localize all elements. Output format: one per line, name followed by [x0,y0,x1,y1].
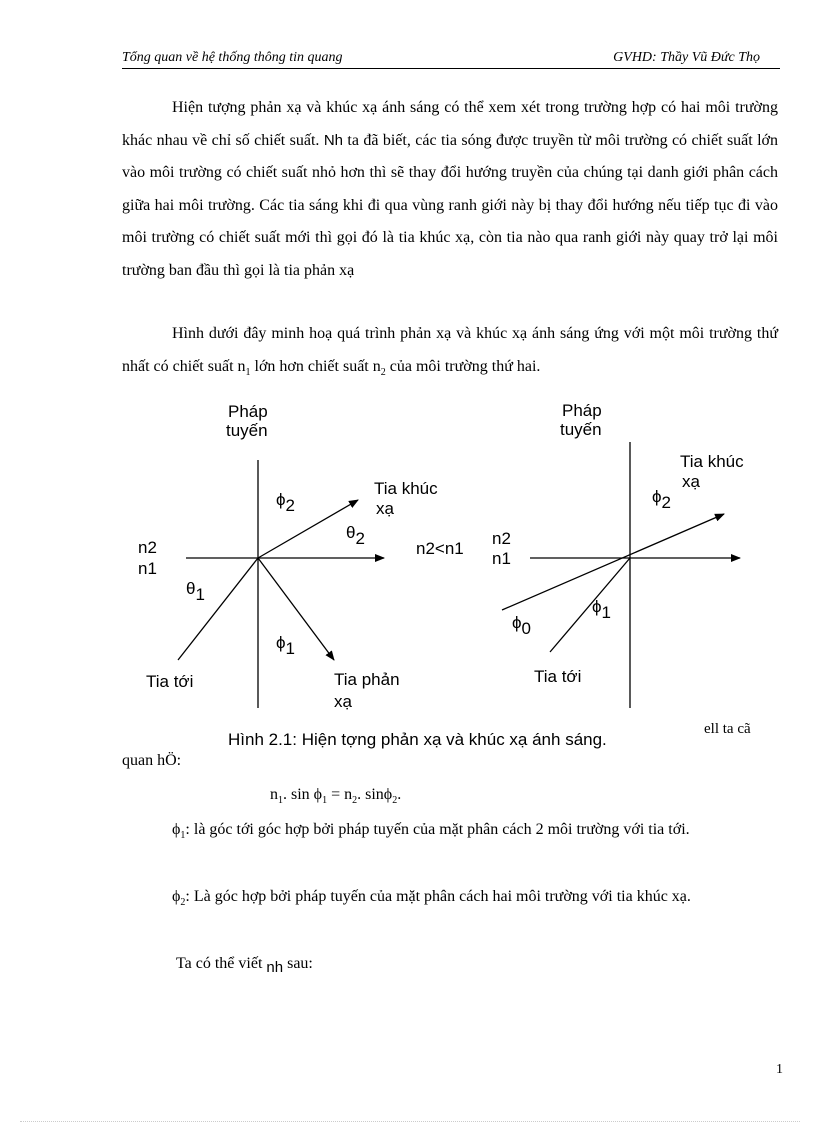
left-reflected-ray [258,558,334,660]
right-refracted-ray [502,514,724,610]
left-normal-label-2: tuyến [226,421,268,440]
garbled-text-line: quan hÖ: [122,752,182,769]
left-n2-label: n2 [138,538,157,557]
header-supervisor: GVHD: Thầy Vũ Đức Thọ [613,50,760,65]
page-header [122,48,780,69]
page-bottom-rule [20,1121,800,1122]
garbled-text-fragment: ell ta cã [704,721,751,737]
snell-formula: $n_1$. $\sin \phi_1 = n_2$. sinϕ$_2$. [270,786,402,807]
nh-fragment: Nh [323,131,344,149]
left-refracted-ray [258,500,358,558]
right-n1-label: n1 [492,549,511,568]
left-reflected-label-1: Tia phản [334,670,400,689]
left-refracted-label-1: Tia khúc [374,479,438,498]
figure-caption: Hình 2.1: Hiện tợng phản xạ và khúc xạ ánh sáng. [228,730,607,749]
left-phi1-symbol: ϕ1 [276,633,295,658]
left-refracted-label-2: xạ [376,499,394,518]
definition-phi1: $\phi_1$: là góc tới góc hợp bởi pháp tuyến của mặt phân cách 2 môi trường với tia tới. [172,821,690,842]
right-refracted-label-1: Tia khúc [680,452,744,471]
paragraph-figure-intro: Hình dưới đây minh hoạ quá trình phản xạ và khúc xạ ánh sáng ứng với một môi trường thứ nhất có chiết suất $n_1$ lớn hơn chiết suất $n_2$ của môi trường thứ hai. [122,325,778,378]
right-phi2-symbol: ϕ2 [652,487,671,512]
right-refracted-label-2: xạ [682,472,700,491]
right-diagram [492,401,744,708]
right-phi0-symbol: ϕ0 [512,613,531,638]
right-normal-label-1: Pháp [562,401,602,420]
paragraph-intro: Hiện tượng phản xạ và khúc xạ ánh sáng có thể xem xét trong trường hợp có hai môi trường khác nhau về chỉ số chiết suất. Nh ta đã biết, các tia sóng được truyền từ môi trường có chiết suất lớn vào môi trường có chiết suất nhỏ hơn thì sẽ thay đổi hướng truyền của chúng tại danh giới phân cách giữa hai môi trường. Các tia sáng khi đi qua vùng ranh giới này bị thay đổi hướng nếu tiếp tục đi vào môi trường có chiết suất mới thì gọi đó là tia khúc xạ, còn tia nào qua ranh giới này quay trở lại môi trường ban đầu thì gọi là tia phản xạ [122,99,779,279]
left-phi2-symbol: ϕ2 [276,490,295,515]
left-condition-label: n2<n1 [416,539,464,558]
definition-phi2: $\phi_2$: Là góc hợp bởi pháp tuyến của mặt phân cách hai môi trường với tia khúc xạ. [172,888,691,909]
left-reflected-label-2: xạ [334,692,352,711]
left-theta1-symbol: θ1 [186,579,205,604]
right-incident-label: Tia tới [534,667,582,686]
left-incident-label: Tia tới [146,672,194,691]
left-normal-label-1: Pháp [228,402,268,421]
page-number: 1 [776,1062,783,1077]
right-n2-label: n2 [492,529,511,548]
left-incident-ray [178,558,258,660]
closing-line: Ta có thể viết nh sau: [176,955,313,976]
left-theta2-symbol: θ2 [346,523,365,548]
right-normal-label-2: tuyến [560,420,602,439]
header-title: Tổng quan về hệ thống thông tin quang [122,50,343,65]
right-phi1-symbol: ϕ1 [592,597,611,622]
left-diagram [138,402,464,711]
refraction-figure [0,390,816,720]
left-n1-label: n1 [138,559,157,578]
